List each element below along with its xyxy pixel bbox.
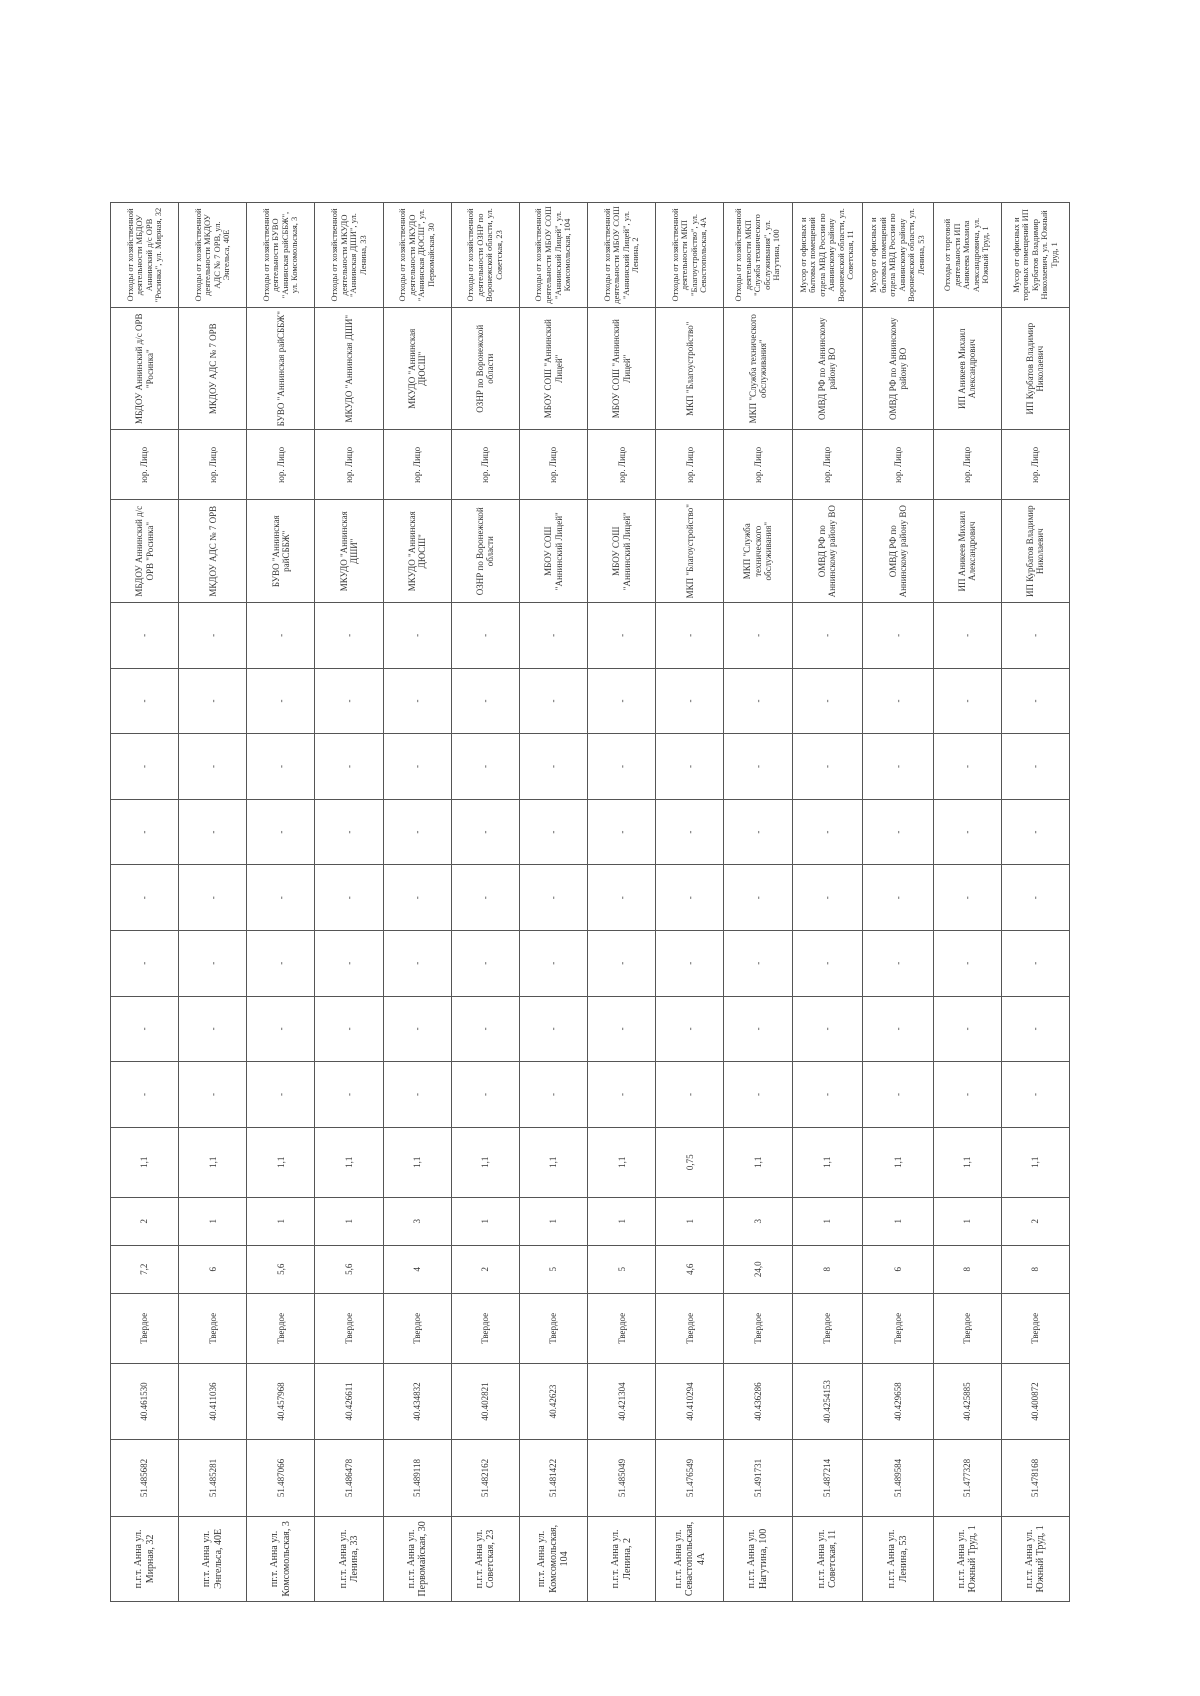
empty-cell: - [863,734,934,800]
latitude-cell: 51.487214 [792,1440,863,1517]
empty-cell: - [383,1062,451,1128]
table-row [179,203,247,1602]
area-cell: 5 [519,1245,587,1293]
organization-cell: МБОУ СОШ "Аннинский Лицей" [588,308,656,430]
empty-cell: - [656,865,724,931]
waste-source-cell: Мусор от офисных и бытовых помещений отдела МВД России по Аннинскому району Воронежской области, ул. Ленина, 53 [863,203,934,308]
waste-source-cell: Отходы от хозяйственной деятельности МБДОУ Аннинский д/с ОРВ "Росинка", ул. Мирная, 32 [111,203,179,308]
container-count-cell: 1 [451,1197,519,1245]
owner-cell: МКУДО "Аннинская ДШИ" [315,500,383,603]
owner-type-cell: юр. Лицо [179,430,247,500]
organization-cell: МКП "Служба технического обслуживания" [724,308,792,430]
area-cell: 8 [933,1245,1001,1293]
container-count-cell: 3 [383,1197,451,1245]
empty-cell: - [383,799,451,865]
empty-cell: - [451,996,519,1062]
owner-type-cell: юр. Лицо [724,430,792,500]
address-cell: п.г.т. Анна ул. Советская, 11 [792,1516,863,1601]
empty-cell: - [179,996,247,1062]
empty-cell: - [863,865,934,931]
empty-cell: - [383,865,451,931]
owner-cell: МБОУ СОШ "Аннинский Лицей" [519,500,587,603]
table-row [863,203,934,1602]
empty-cell: - [111,668,179,734]
table-row [519,203,587,1602]
empty-cell: - [179,865,247,931]
empty-cell: - [247,734,315,800]
latitude-cell: 51.486478 [315,1440,383,1517]
empty-cell: - [315,1062,383,1128]
empty-cell: - [111,603,179,669]
owner-type-cell: юр. Лицо [588,430,656,500]
area-cell: 8 [1001,1245,1069,1293]
owner-cell: МБДОУ Аннинский д/с ОРВ "Росинка" [111,500,179,603]
empty-cell: - [588,865,656,931]
organization-cell: ОЗНР по Воронежской области [451,308,519,430]
longitude-cell: 40.402821 [451,1363,519,1440]
address-cell: п.г.т. Анна ул. Ленина, 2 [588,1516,656,1601]
empty-cell: - [315,603,383,669]
organization-cell: МКП "Благоустройство" [656,308,724,430]
empty-cell: - [933,668,1001,734]
empty-cell: - [519,930,587,996]
empty-cell: - [656,799,724,865]
empty-cell: - [1001,734,1069,800]
latitude-cell: 51.478168 [1001,1440,1069,1517]
table-row [315,203,383,1602]
empty-cell: - [933,603,1001,669]
longitude-cell: 40.434832 [383,1363,451,1440]
waste-source-cell: Отходы от хозяйственной деятельности БУВО "Аннинская райСББЖ", ул. Комсомольская, 3 [247,203,315,308]
empty-cell: - [519,865,587,931]
owner-cell: ОМВД РФ по Аннинскому району ВО [792,500,863,603]
address-cell: п.г.т. Анна ул. Мирная, 32 [111,1516,179,1601]
container-count-cell: 1 [863,1197,934,1245]
empty-cell: - [247,668,315,734]
empty-cell: - [724,930,792,996]
empty-cell: - [588,1062,656,1128]
longitude-cell: 40.4254153 [792,1363,863,1440]
empty-cell: - [863,603,934,669]
empty-cell: - [724,668,792,734]
surface-cell: Твердое [383,1293,451,1363]
surface-cell: Твердое [315,1293,383,1363]
empty-cell: - [111,734,179,800]
empty-cell: - [315,734,383,800]
empty-cell: - [588,996,656,1062]
empty-cell: - [656,734,724,800]
longitude-cell: 40.410294 [656,1363,724,1440]
table-row [111,203,179,1602]
empty-cell: - [519,996,587,1062]
table-row [1001,203,1069,1602]
owner-cell: МКП "Благоустройство" [656,500,724,603]
empty-cell: - [724,1062,792,1128]
container-count-cell: 1 [247,1197,315,1245]
latitude-cell: 51.491731 [724,1440,792,1517]
surface-cell: Твердое [792,1293,863,1363]
container-count-cell: 1 [792,1197,863,1245]
longitude-cell: 40.429658 [863,1363,934,1440]
empty-cell: - [863,668,934,734]
empty-cell: - [863,930,934,996]
empty-cell: - [383,996,451,1062]
area-cell: 2 [451,1245,519,1293]
surface-cell: Твердое [933,1293,1001,1363]
container-volume-cell: 1,1 [519,1127,587,1197]
empty-cell: - [1001,1062,1069,1128]
latitude-cell: 51.477328 [933,1440,1001,1517]
empty-cell: - [724,799,792,865]
address-cell: п.г.т. Анна ул. Советская, 23 [451,1516,519,1601]
empty-cell: - [588,603,656,669]
surface-cell: Твердое [724,1293,792,1363]
table-row [933,203,1001,1602]
organization-cell: МБДОУ Аннинский д/с ОРВ "Росинка" [111,308,179,430]
table-row [383,203,451,1602]
empty-cell: - [933,1062,1001,1128]
container-count-cell: 1 [519,1197,587,1245]
container-count-cell: 1 [588,1197,656,1245]
waste-sites-table [110,202,1070,1602]
container-volume-cell: 1,1 [111,1127,179,1197]
latitude-cell: 51.489584 [863,1440,934,1517]
owner-type-cell: юр. Лицо [863,430,934,500]
empty-cell: - [792,930,863,996]
empty-cell: - [519,799,587,865]
container-volume-cell: 1,1 [588,1127,656,1197]
empty-cell: - [724,734,792,800]
empty-cell: - [792,865,863,931]
empty-cell: - [933,799,1001,865]
empty-cell: - [383,603,451,669]
empty-cell: - [179,1062,247,1128]
empty-cell: - [383,734,451,800]
empty-cell: - [451,603,519,669]
waste-source-cell: Мусор от офисных и торговых помещений ИП Курбатов Владимир Николаевич, ул. Южный Труд, 1 [1001,203,1069,308]
address-cell: п.г.т. Анна ул. Севастопольская, 4А [656,1516,724,1601]
empty-cell: - [179,734,247,800]
address-cell: п.г.т. Анна ул. Южный Труд, 1 [1001,1516,1069,1601]
latitude-cell: 51.489118 [383,1440,451,1517]
empty-cell: - [519,603,587,669]
area-cell: 6 [179,1245,247,1293]
container-count-cell: 1 [179,1197,247,1245]
empty-cell: - [656,996,724,1062]
empty-cell: - [933,734,1001,800]
empty-cell: - [451,1062,519,1128]
empty-cell: - [656,930,724,996]
owner-type-cell: юр. Лицо [656,430,724,500]
organization-cell: ИП Аникеев Михаил Александрович [933,308,1001,430]
organization-cell: ИП Курбатов Владимир Николаевич [1001,308,1069,430]
address-cell: пг.т. Анна ул. Комсомольская, 3 [247,1516,315,1601]
table-row [656,203,724,1602]
container-volume-cell: 1,1 [451,1127,519,1197]
waste-source-cell: Отходы от хозяйственной деятельности МБОУ СОШ "Аннинский Лицей", ул. Комсомольская, 104 [519,203,587,308]
empty-cell: - [315,799,383,865]
empty-cell: - [383,930,451,996]
owner-type-cell: юр. Лицо [315,430,383,500]
owner-cell: ИП Аникеев Михаил Александрович [933,500,1001,603]
area-cell: 4 [383,1245,451,1293]
longitude-cell: 40.411036 [179,1363,247,1440]
container-count-cell: 1 [315,1197,383,1245]
owner-cell: МБОУ СОШ "Аннинский Лицей" [588,500,656,603]
empty-cell: - [656,603,724,669]
empty-cell: - [588,734,656,800]
longitude-cell: 40.436286 [724,1363,792,1440]
empty-cell: - [179,799,247,865]
table-body [111,203,1070,1602]
container-count-cell: 1 [933,1197,1001,1245]
owner-type-cell: юр. Лицо [792,430,863,500]
empty-cell: - [451,799,519,865]
container-volume-cell: 0,75 [656,1127,724,1197]
table-row [724,203,792,1602]
container-volume-cell: 1,1 [863,1127,934,1197]
empty-cell: - [1001,865,1069,931]
waste-source-cell: Мусор от офисных и бытовых помещений отдела МВД России по Аннинскому району Воронежской области, ул. Советская, 11 [792,203,863,308]
empty-cell: - [111,1062,179,1128]
empty-cell: - [451,865,519,931]
empty-cell: - [588,799,656,865]
empty-cell: - [315,930,383,996]
empty-cell: - [111,996,179,1062]
address-cell: пг.т. Анна ул. Энгельса, 40Е [179,1516,247,1601]
empty-cell: - [179,930,247,996]
latitude-cell: 51.481422 [519,1440,587,1517]
waste-source-cell: Отходы от хозяйственной деятельности МБОУ СОШ "Аннинский Лицей", ул. Ленина, 2 [588,203,656,308]
area-cell: 5,6 [315,1245,383,1293]
waste-source-cell: Отходы от хозяйственной деятельности МКП "Благоустройство", ул. Севастопольская, 4А [656,203,724,308]
owner-cell: ОЗНР по Воронежской области [451,500,519,603]
owner-type-cell: юр. Лицо [1001,430,1069,500]
rotated-table-container [110,202,1070,1602]
table-row [247,203,315,1602]
address-cell: пг.т. Анна ул. Комсомольская, 104 [519,1516,587,1601]
latitude-cell: 51.487066 [247,1440,315,1517]
owner-type-cell: юр. Лицо [933,430,1001,500]
empty-cell: - [724,996,792,1062]
longitude-cell: 40.426611 [315,1363,383,1440]
surface-cell: Твердое [863,1293,934,1363]
surface-cell: Твердое [588,1293,656,1363]
latitude-cell: 51.482162 [451,1440,519,1517]
empty-cell: - [1001,799,1069,865]
longitude-cell: 40.400872 [1001,1363,1069,1440]
empty-cell: - [792,996,863,1062]
empty-cell: - [792,734,863,800]
table-row [588,203,656,1602]
container-count-cell: 1 [656,1197,724,1245]
owner-cell: ИП Курбатов Владимир Николаевич [1001,500,1069,603]
container-volume-cell: 1,1 [724,1127,792,1197]
empty-cell: - [247,1062,315,1128]
empty-cell: - [1001,668,1069,734]
container-volume-cell: 1,1 [933,1127,1001,1197]
waste-source-cell: Отходы от хозяйственной деятельности МКУДО "Аннинская ДЮСШ", ул. Первомайская, 30 [383,203,451,308]
owner-type-cell: юр. Лицо [383,430,451,500]
owner-type-cell: юр. Лицо [111,430,179,500]
owner-cell: БУВО "Аннинская райСББЖ" [247,500,315,603]
empty-cell: - [519,668,587,734]
table-row [792,203,863,1602]
waste-source-cell: Отходы от хозяйственной деятельности ОЗНР по Воронежской области, ул. Советская, 23 [451,203,519,308]
empty-cell: - [247,930,315,996]
owner-type-cell: юр. Лицо [519,430,587,500]
waste-source-cell: Отходы от хозяйственной деятельности МКУДО "Аннинская ДШИ", ул. Ленина, 33 [315,203,383,308]
empty-cell: - [383,668,451,734]
area-cell: 5 [588,1245,656,1293]
address-cell: п.г.т. Анна ул. Ленина, 33 [315,1516,383,1601]
organization-cell: БУВО "Аннинская райСББЖ" [247,308,315,430]
owner-type-cell: юр. Лицо [247,430,315,500]
surface-cell: Твердое [656,1293,724,1363]
waste-source-cell: Отходы от хозяйственной деятельности МКДОУ АДС № 7 ОРВ, ул. Энгельса, 40Е [179,203,247,308]
area-cell: 6 [863,1245,934,1293]
empty-cell: - [111,865,179,931]
empty-cell: - [1001,603,1069,669]
latitude-cell: 51.485682 [111,1440,179,1517]
empty-cell: - [724,603,792,669]
container-volume-cell: 1,1 [247,1127,315,1197]
empty-cell: - [656,1062,724,1128]
address-cell: п.г.т. Анна ул. Нагутина, 100 [724,1516,792,1601]
latitude-cell: 51.476549 [656,1440,724,1517]
container-volume-cell: 1,1 [315,1127,383,1197]
address-cell: п.г.т. Анна ул. Первомайская, 30 [383,1516,451,1601]
empty-cell: - [179,668,247,734]
empty-cell: - [933,996,1001,1062]
owner-type-cell: юр. Лицо [451,430,519,500]
empty-cell: - [111,930,179,996]
empty-cell: - [656,668,724,734]
latitude-cell: 51.485049 [588,1440,656,1517]
empty-cell: - [1001,996,1069,1062]
empty-cell: - [315,668,383,734]
area-cell: 24,0 [724,1245,792,1293]
empty-cell: - [247,799,315,865]
empty-cell: - [451,734,519,800]
address-cell: п.г.т. Анна ул. Ленина, 53 [863,1516,934,1601]
container-volume-cell: 1,1 [179,1127,247,1197]
empty-cell: - [588,668,656,734]
empty-cell: - [933,865,1001,931]
empty-cell: - [724,865,792,931]
container-count-cell: 2 [1001,1197,1069,1245]
surface-cell: Твердое [111,1293,179,1363]
empty-cell: - [519,734,587,800]
empty-cell: - [792,668,863,734]
empty-cell: - [111,799,179,865]
empty-cell: - [792,1062,863,1128]
owner-cell: МКУДО "Аннинская ДЮСШ" [383,500,451,603]
area-cell: 4,6 [656,1245,724,1293]
waste-source-cell: Отходы от хозяйственной деятельности МКП "Служба технического обслуживания", ул. Нагутина, 100 [724,203,792,308]
surface-cell: Твердое [451,1293,519,1363]
empty-cell: - [588,930,656,996]
empty-cell: - [1001,930,1069,996]
longitude-cell: 40.421304 [588,1363,656,1440]
container-volume-cell: 1,1 [1001,1127,1069,1197]
empty-cell: - [247,603,315,669]
empty-cell: - [519,1062,587,1128]
waste-source-cell: Отходы от торговой деятельности ИП Аникеева Михаила Александровича, ул. Южный Труд, 1 [933,203,1001,308]
empty-cell: - [247,996,315,1062]
owner-cell: ОМВД РФ по Аннинскому району ВО [863,500,934,603]
container-count-cell: 2 [111,1197,179,1245]
empty-cell: - [451,930,519,996]
empty-cell: - [179,603,247,669]
area-cell: 5,6 [247,1245,315,1293]
latitude-cell: 51.485281 [179,1440,247,1517]
address-cell: п.г.т. Анна ул. Южный Труд, 1 [933,1516,1001,1601]
surface-cell: Твердое [179,1293,247,1363]
area-cell: 7,2 [111,1245,179,1293]
empty-cell: - [315,996,383,1062]
longitude-cell: 40.457968 [247,1363,315,1440]
surface-cell: Твердое [1001,1293,1069,1363]
empty-cell: - [792,603,863,669]
owner-cell: МКДОУ АДС № 7 ОРВ [179,500,247,603]
surface-cell: Твердое [519,1293,587,1363]
empty-cell: - [863,1062,934,1128]
empty-cell: - [863,996,934,1062]
empty-cell: - [863,799,934,865]
organization-cell: МКДОУ АДС № 7 ОРВ [179,308,247,430]
container-count-cell: 3 [724,1197,792,1245]
container-volume-cell: 1,1 [792,1127,863,1197]
organization-cell: ОМВД РФ по Аннинскому району ВО [792,308,863,430]
surface-cell: Твердое [247,1293,315,1363]
empty-cell: - [315,865,383,931]
empty-cell: - [451,668,519,734]
longitude-cell: 40.461530 [111,1363,179,1440]
owner-cell: МКП "Служба технического обслуживания" [724,500,792,603]
organization-cell: ОМВД РФ по Аннинскому району ВО [863,308,934,430]
table-row [451,203,519,1602]
longitude-cell: 40.425885 [933,1363,1001,1440]
organization-cell: МКУДО "Аннинская ДШИ" [315,308,383,430]
empty-cell: - [792,799,863,865]
organization-cell: МКУДО "Аннинская ДЮСШ" [383,308,451,430]
organization-cell: МБОУ СОШ "Аннинский Лицей" [519,308,587,430]
area-cell: 8 [792,1245,863,1293]
longitude-cell: 40.42623 [519,1363,587,1440]
empty-cell: - [933,930,1001,996]
empty-cell: - [247,865,315,931]
container-volume-cell: 1,1 [383,1127,451,1197]
